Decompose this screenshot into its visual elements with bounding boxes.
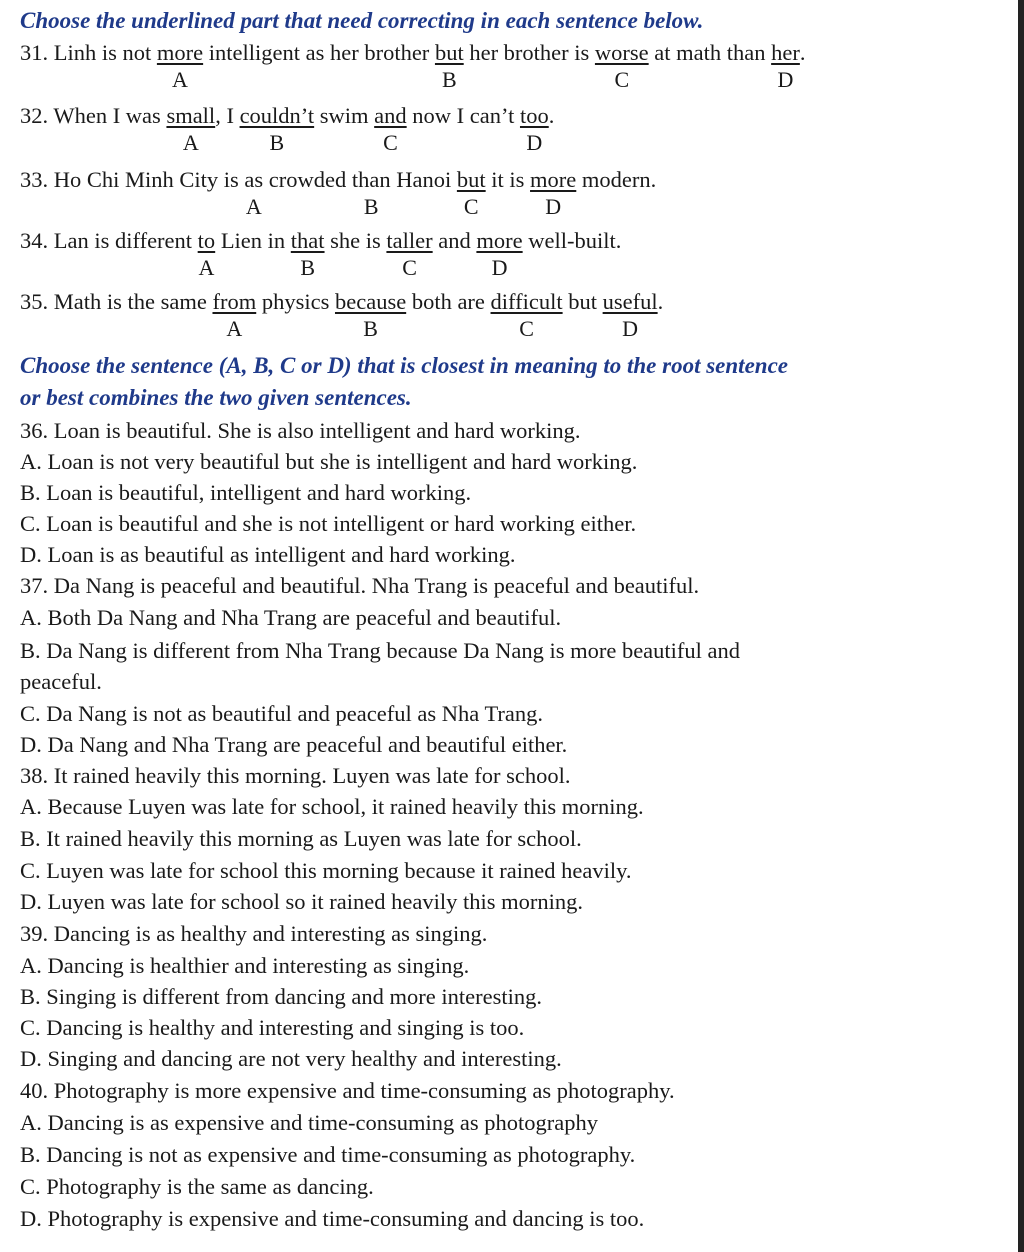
- q33-option-d[interactable]: [530, 165, 577, 219]
- q31-underlined-b: but: [434, 40, 464, 65]
- q33-option-a[interactable]: [244, 165, 264, 219]
- q32-text-1: 32. When I was: [20, 103, 167, 128]
- q31-label-d: D: [777, 67, 794, 92]
- q33-underlined-d: more: [530, 167, 577, 192]
- q33-part-b: than: [351, 167, 391, 192]
- q35-option-b[interactable]: [334, 287, 407, 341]
- q32-option-d[interactable]: [519, 101, 549, 155]
- page-right-border: [1018, 0, 1024, 1252]
- q32-text-3: swim: [314, 103, 375, 128]
- q31-underlined-c: worse: [594, 40, 649, 65]
- q35-option-a[interactable]: [212, 287, 257, 341]
- q35-text-5: .: [657, 289, 664, 314]
- q32-text-2: , I: [215, 103, 240, 128]
- section2-title-line1: Choose the sentence (A, B, C or D) that is closest in meaning to the root sentence: [20, 353, 788, 378]
- q36-option-b[interactable]: B. Loan is beautiful, intelligent and hard working.: [20, 480, 472, 505]
- q32-label-a: A: [182, 130, 199, 155]
- q34-text-1: 34. Lan is different: [20, 228, 198, 253]
- q35-label-d: D: [622, 316, 639, 341]
- q38-option-a[interactable]: A. Because Luyen was late for school, it rained heavily this morning.: [20, 794, 644, 819]
- q34-text-5: well-built.: [522, 228, 622, 253]
- q32-text-4: now I can’t: [406, 103, 520, 128]
- q31-label-b: B: [441, 67, 457, 92]
- q34-text-4: and: [432, 228, 477, 253]
- q34-label-b: B: [300, 255, 316, 280]
- q33-text-4: it is: [485, 167, 531, 192]
- question-35: [20, 287, 664, 341]
- q32-underlined-d: too: [519, 103, 549, 128]
- q33-text-3: Hanoi: [390, 167, 457, 192]
- q31-option-d[interactable]: [771, 38, 800, 92]
- q35-underlined-c: difficult: [490, 289, 563, 314]
- q40-option-d[interactable]: D. Photography is expensive and time-consuming and dancing is too.: [20, 1206, 645, 1231]
- q32-underlined-b: couldn’t: [239, 103, 315, 128]
- q39-option-b[interactable]: B. Singing is different from dancing and more interesting.: [20, 984, 542, 1009]
- q32-label-b: B: [269, 130, 285, 155]
- q33-text-1: 33. Ho Chi Minh City is: [20, 167, 245, 192]
- q35-text-3: both are: [406, 289, 491, 314]
- q38-option-d[interactable]: D. Luyen was late for school so it rained heavily this morning.: [20, 889, 584, 914]
- q31-text-1: 31. Linh is not: [20, 40, 157, 65]
- q33-underlined-c: but: [456, 167, 486, 192]
- q37-option-b[interactable]: B. Da Nang is different from Nha Trang because Da Nang is more beautiful and: [20, 638, 741, 663]
- q35-label-b: B: [363, 316, 378, 341]
- q34-text-2: Lien in: [215, 228, 291, 253]
- q31-option-c[interactable]: [594, 38, 649, 92]
- q32-text-5: .: [548, 103, 555, 128]
- q31-text-5: .: [799, 40, 806, 65]
- q35-option-c[interactable]: [490, 287, 563, 341]
- q32-option-c[interactable]: [374, 101, 407, 155]
- q31-label-a: A: [172, 67, 188, 92]
- q38-option-b[interactable]: B. It rained heavily this morning as Luyen was late for school.: [20, 826, 582, 851]
- q34-label-a: A: [198, 255, 215, 280]
- q34-option-b[interactable]: [290, 226, 325, 280]
- q32-underlined-c: and: [374, 103, 407, 128]
- q31-option-b[interactable]: [434, 38, 464, 92]
- q31-text-4: at math than: [648, 40, 772, 65]
- q35-underlined-b: because: [334, 289, 407, 314]
- q36-prompt: 36. Loan is beautiful. She is also intelligent and hard working.: [20, 418, 581, 443]
- q40-option-a[interactable]: A. Dancing is as expensive and time-consuming as photography: [20, 1110, 599, 1135]
- q37-option-b-continued[interactable]: peaceful.: [20, 669, 102, 694]
- q34-option-c[interactable]: [386, 226, 433, 280]
- q36-option-a[interactable]: A. Loan is not very beautiful but she is intelligent and hard working.: [20, 449, 638, 474]
- q38-prompt: 38. It rained heavily this morning. Luyen was late for school.: [20, 763, 571, 788]
- q33-text-5: modern.: [576, 167, 657, 192]
- q33-label-a: A: [245, 194, 262, 219]
- section2-title-line2: or best combines the two given sentences.: [20, 385, 412, 410]
- q33-option-b[interactable]: [351, 165, 391, 219]
- q32-label-d: D: [526, 130, 543, 155]
- q34-text-3: she is: [324, 228, 387, 253]
- question-31: [20, 38, 806, 92]
- q36-option-d[interactable]: D. Loan is as beautiful as intelligent and hard working.: [20, 542, 516, 567]
- q33-part-a: as: [244, 167, 264, 192]
- q37-option-c[interactable]: C. Da Nang is not as beautiful and peaceful as Nha Trang.: [20, 701, 544, 726]
- q40-option-b[interactable]: B. Dancing is not as expensive and time-consuming as photography.: [20, 1142, 636, 1167]
- q31-underlined-a: more: [156, 40, 204, 65]
- q37-option-a[interactable]: A. Both Da Nang and Nha Trang are peaceful and beautiful.: [20, 605, 562, 630]
- question-33: [20, 165, 657, 219]
- q35-underlined-d: useful: [602, 289, 658, 314]
- q31-option-a[interactable]: [156, 38, 204, 92]
- q39-option-c[interactable]: C. Dancing is healthy and interesting and singing is too.: [20, 1015, 525, 1040]
- q39-option-d[interactable]: D. Singing and dancing are not very healthy and interesting.: [20, 1046, 562, 1071]
- q35-text-4: but: [562, 289, 603, 314]
- q35-label-a: A: [226, 316, 243, 341]
- q40-option-c[interactable]: C. Photography is the same as dancing.: [20, 1174, 374, 1199]
- q34-option-d[interactable]: [476, 226, 523, 280]
- q31-label-c: C: [614, 67, 630, 92]
- q31-text-2: intelligent as her brother: [203, 40, 435, 65]
- q33-text-2: crowded: [263, 167, 352, 192]
- q35-text-1: 35. Math is the same: [20, 289, 213, 314]
- q35-text-2: physics: [256, 289, 335, 314]
- q35-label-c: C: [519, 316, 534, 341]
- q36-option-c[interactable]: C. Loan is beautiful and she is not intelligent or hard working either.: [20, 511, 637, 536]
- q32-option-b[interactable]: [239, 101, 315, 155]
- q38-option-c[interactable]: C. Luyen was late for school this morning because it rained heavily.: [20, 858, 632, 883]
- q31-underlined-d: her: [771, 40, 800, 65]
- q33-label-d: D: [545, 194, 562, 219]
- q40-prompt: 40. Photography is more expensive and time-consuming as photography.: [20, 1078, 675, 1103]
- q35-option-d[interactable]: [602, 287, 658, 341]
- q34-underlined-a: to: [197, 228, 216, 253]
- q32-underlined-a: small: [166, 103, 216, 128]
- q34-underlined-b: that: [290, 228, 325, 253]
- q33-label-c: C: [463, 194, 479, 219]
- q34-underlined-c: taller: [386, 228, 433, 253]
- q32-option-a[interactable]: [166, 101, 216, 155]
- q33-label-b: B: [363, 194, 379, 219]
- section1-title: Choose the underlined part that need correcting in each sentence below.: [20, 8, 704, 33]
- q33-option-c[interactable]: [456, 165, 486, 219]
- q34-underlined-d: more: [476, 228, 523, 253]
- q34-label-c: C: [402, 255, 417, 280]
- q34-option-a[interactable]: [197, 226, 216, 280]
- q31-text-3: her brother is: [463, 40, 595, 65]
- q34-label-d: D: [491, 255, 508, 280]
- q37-option-d[interactable]: D. Da Nang and Nha Trang are peaceful and beautiful either.: [20, 732, 568, 757]
- q37-prompt: 37. Da Nang is peaceful and beautiful. Nha Trang is peaceful and beautiful.: [20, 573, 700, 598]
- q32-label-c: C: [383, 130, 398, 155]
- question-34: [20, 226, 622, 280]
- q39-prompt: 39. Dancing is as healthy and interesting as singing.: [20, 921, 488, 946]
- question-32: [20, 101, 555, 155]
- q39-option-a[interactable]: A. Dancing is healthier and interesting as singing.: [20, 953, 470, 978]
- q35-underlined-a: from: [212, 289, 257, 314]
